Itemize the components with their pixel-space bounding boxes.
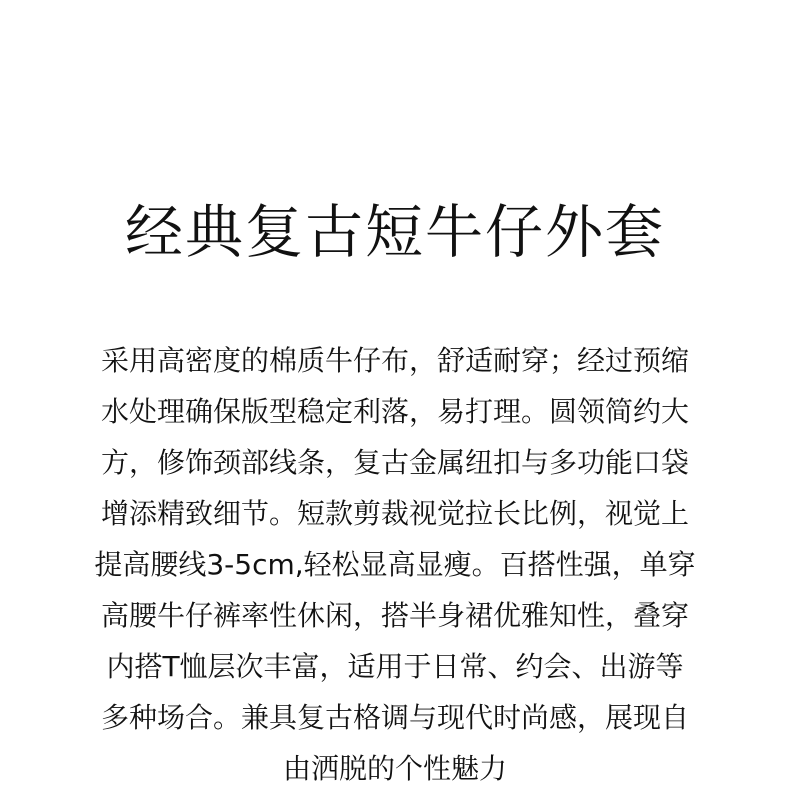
description-line: 水处理确保版型稳定利落，易打理。圆领简约大 <box>100 395 689 428</box>
description-line: 由洒脱的个性魅力 <box>282 752 507 785</box>
description-line: 多种场合。兼具复古格调与现代时尚感，展现自 <box>100 701 689 734</box>
product-description <box>60 335 730 794</box>
description-line: 方，修饰颈部线条，复古金属纽扣与多功能口袋 <box>100 446 689 479</box>
description-line: 采用高密度的棉质牛仔布，舒适耐穿；经过预缩 <box>100 344 689 377</box>
description-line: 高腰牛仔裤率性休闲，搭半身裙优雅知性，叠穿 <box>100 599 689 632</box>
description-line: 内搭T恤层次丰富，适用于日常、约会、出游等 <box>106 650 684 683</box>
description-line: 提高腰线3-5cm,轻松显高显瘦。百搭性强，单穿 <box>94 548 696 581</box>
product-title: 经典复古短牛仔外套 <box>124 198 665 266</box>
description-line: 增添精致细节。短款剪裁视觉拉长比例，视觉上 <box>100 497 689 530</box>
